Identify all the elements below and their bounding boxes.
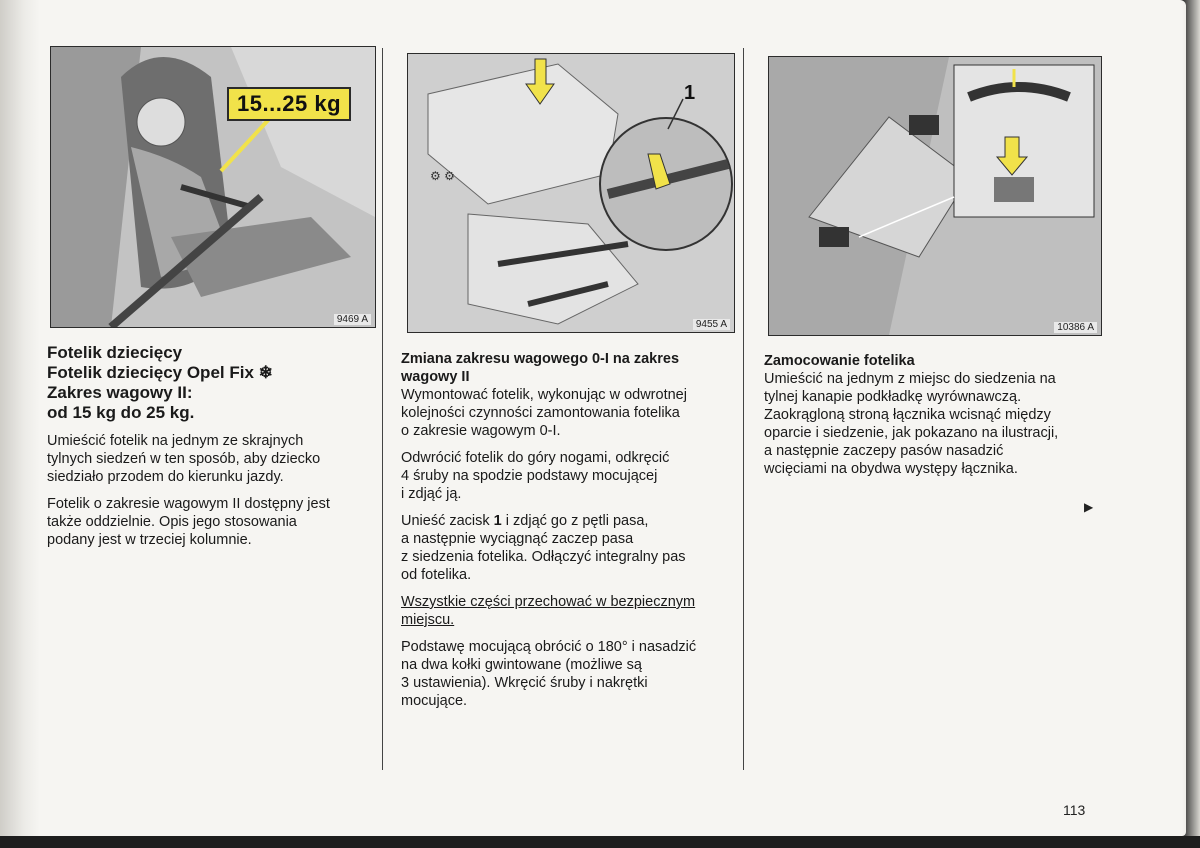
text-line: tylnej kanapie podkładkę wyrównawczą. [764, 389, 1022, 405]
scan-border [0, 836, 1200, 848]
text-fragment: i zdjąć go z pętli pasa, [501, 513, 649, 529]
text-line: tylnych siedzeń w ten sposób, aby dziecko [47, 451, 321, 467]
heading-line: Fotelik dziecięcy [47, 343, 183, 362]
text-line: 3 ustawienia). Wkręcić śruby i nakrętki [401, 675, 648, 691]
text-line [401, 512, 736, 530]
figure-alignment-pad [768, 56, 1102, 336]
column-divider-1 [382, 48, 383, 770]
figure-seat-base [407, 53, 735, 333]
col2-para4 [401, 638, 736, 710]
text-line: podany jest w trzeciej kolumnie. [47, 532, 252, 548]
page-number: 113 [1063, 802, 1086, 818]
col2-para2 [401, 449, 736, 503]
text-line: Odwrócić fotelik do góry nogami, odkręcić [401, 450, 670, 466]
continue-arrow-icon: ▶ [1084, 500, 1094, 514]
text-line: 4 śruby na spodzie podstawy mocującej [401, 468, 658, 484]
text-line: oparcie i siedzenie, jak pokazano na ilustracji, [764, 425, 1059, 441]
text-line: a następnie wyciągnąć zaczep pasa [401, 531, 634, 547]
text-line: a następnie zaczepy pasów nasadzić [764, 443, 1004, 459]
svg-text:⚙ ⚙: ⚙ ⚙ [430, 169, 455, 183]
figure-number: 10386 A [1054, 322, 1097, 333]
column-divider-2 [743, 48, 744, 770]
heading-line: Fotelik dziecięcy Opel Fix ❄ [47, 363, 273, 382]
col3-heading: Zamocowanie fotelika [764, 353, 915, 369]
text-line: wcięciami na obydwa występy łącznika. [764, 461, 1018, 477]
col3-para1 [764, 370, 1099, 478]
text-line: także oddzielnie. Opis jego stosowania [47, 514, 297, 530]
page-edge [1182, 0, 1200, 836]
text-line: kolejności czynności zamontowania fotelika [401, 405, 680, 421]
figure-number: 9455 A [693, 319, 730, 330]
text-line: Wymontować fotelik, wykonując w odwrotnej [401, 387, 687, 403]
text-line: Fotelik o zakresie wagowym II dostępny jest [47, 496, 330, 512]
col3-text [764, 352, 1099, 478]
spine-shadow [0, 0, 40, 836]
text-line: Zaokrągloną stroną łącznika wcisnąć między [764, 407, 1051, 423]
heading-line: od 15 kg do 25 kg. [47, 403, 195, 422]
text-line: od fotelika. [401, 567, 472, 583]
col2-para3 [401, 512, 736, 584]
callout-reference: 1 [493, 513, 502, 529]
col1-text [47, 343, 367, 549]
col1-heading [47, 343, 367, 423]
col2-note [401, 593, 736, 629]
text-line: miejscu. [401, 612, 455, 628]
text-line: mocujące. [401, 693, 468, 709]
text-line: z siedzenia fotelika. Odłączyć integralny pas [401, 549, 686, 565]
text-line: na dwa kołki gwintowane (możliwe są [401, 657, 642, 673]
heading-line: Zmiana zakresu wagowego 0-I na zakres [401, 351, 680, 367]
text-line: Podstawę mocującą obrócić o 180° i nasadzić [401, 639, 697, 655]
figure-number: 9469 A [334, 314, 371, 325]
text-line: o zakresie wagowym 0-I. [401, 423, 561, 439]
heading-line: wagowy II [401, 369, 470, 385]
col2-para1 [401, 386, 736, 440]
weight-range-badge: 15...25 kg [227, 87, 351, 121]
text-line: i zdjąć ją. [401, 486, 462, 502]
alignment-pad-illustration [769, 57, 1101, 335]
col1-para1 [47, 432, 367, 486]
text-fragment: Unieść zacisk [401, 513, 494, 529]
col1-para2 [47, 495, 367, 549]
callout-number: 1 [684, 82, 696, 104]
text-line: Umieścić na jednym z miejsc do siedzenia na [764, 371, 1056, 387]
text-line: Umieścić fotelik na jednym ze skrajnych [47, 433, 304, 449]
col2-heading [401, 350, 736, 386]
text-line: Wszystkie części przechować w bezpiecznym [401, 594, 696, 610]
figure-child-seat [50, 46, 376, 328]
text-line: siedziało przodem do kierunku jazdy. [47, 469, 284, 485]
heading-line: Zakres wagowy II: [47, 383, 193, 402]
col2-text [401, 350, 736, 710]
